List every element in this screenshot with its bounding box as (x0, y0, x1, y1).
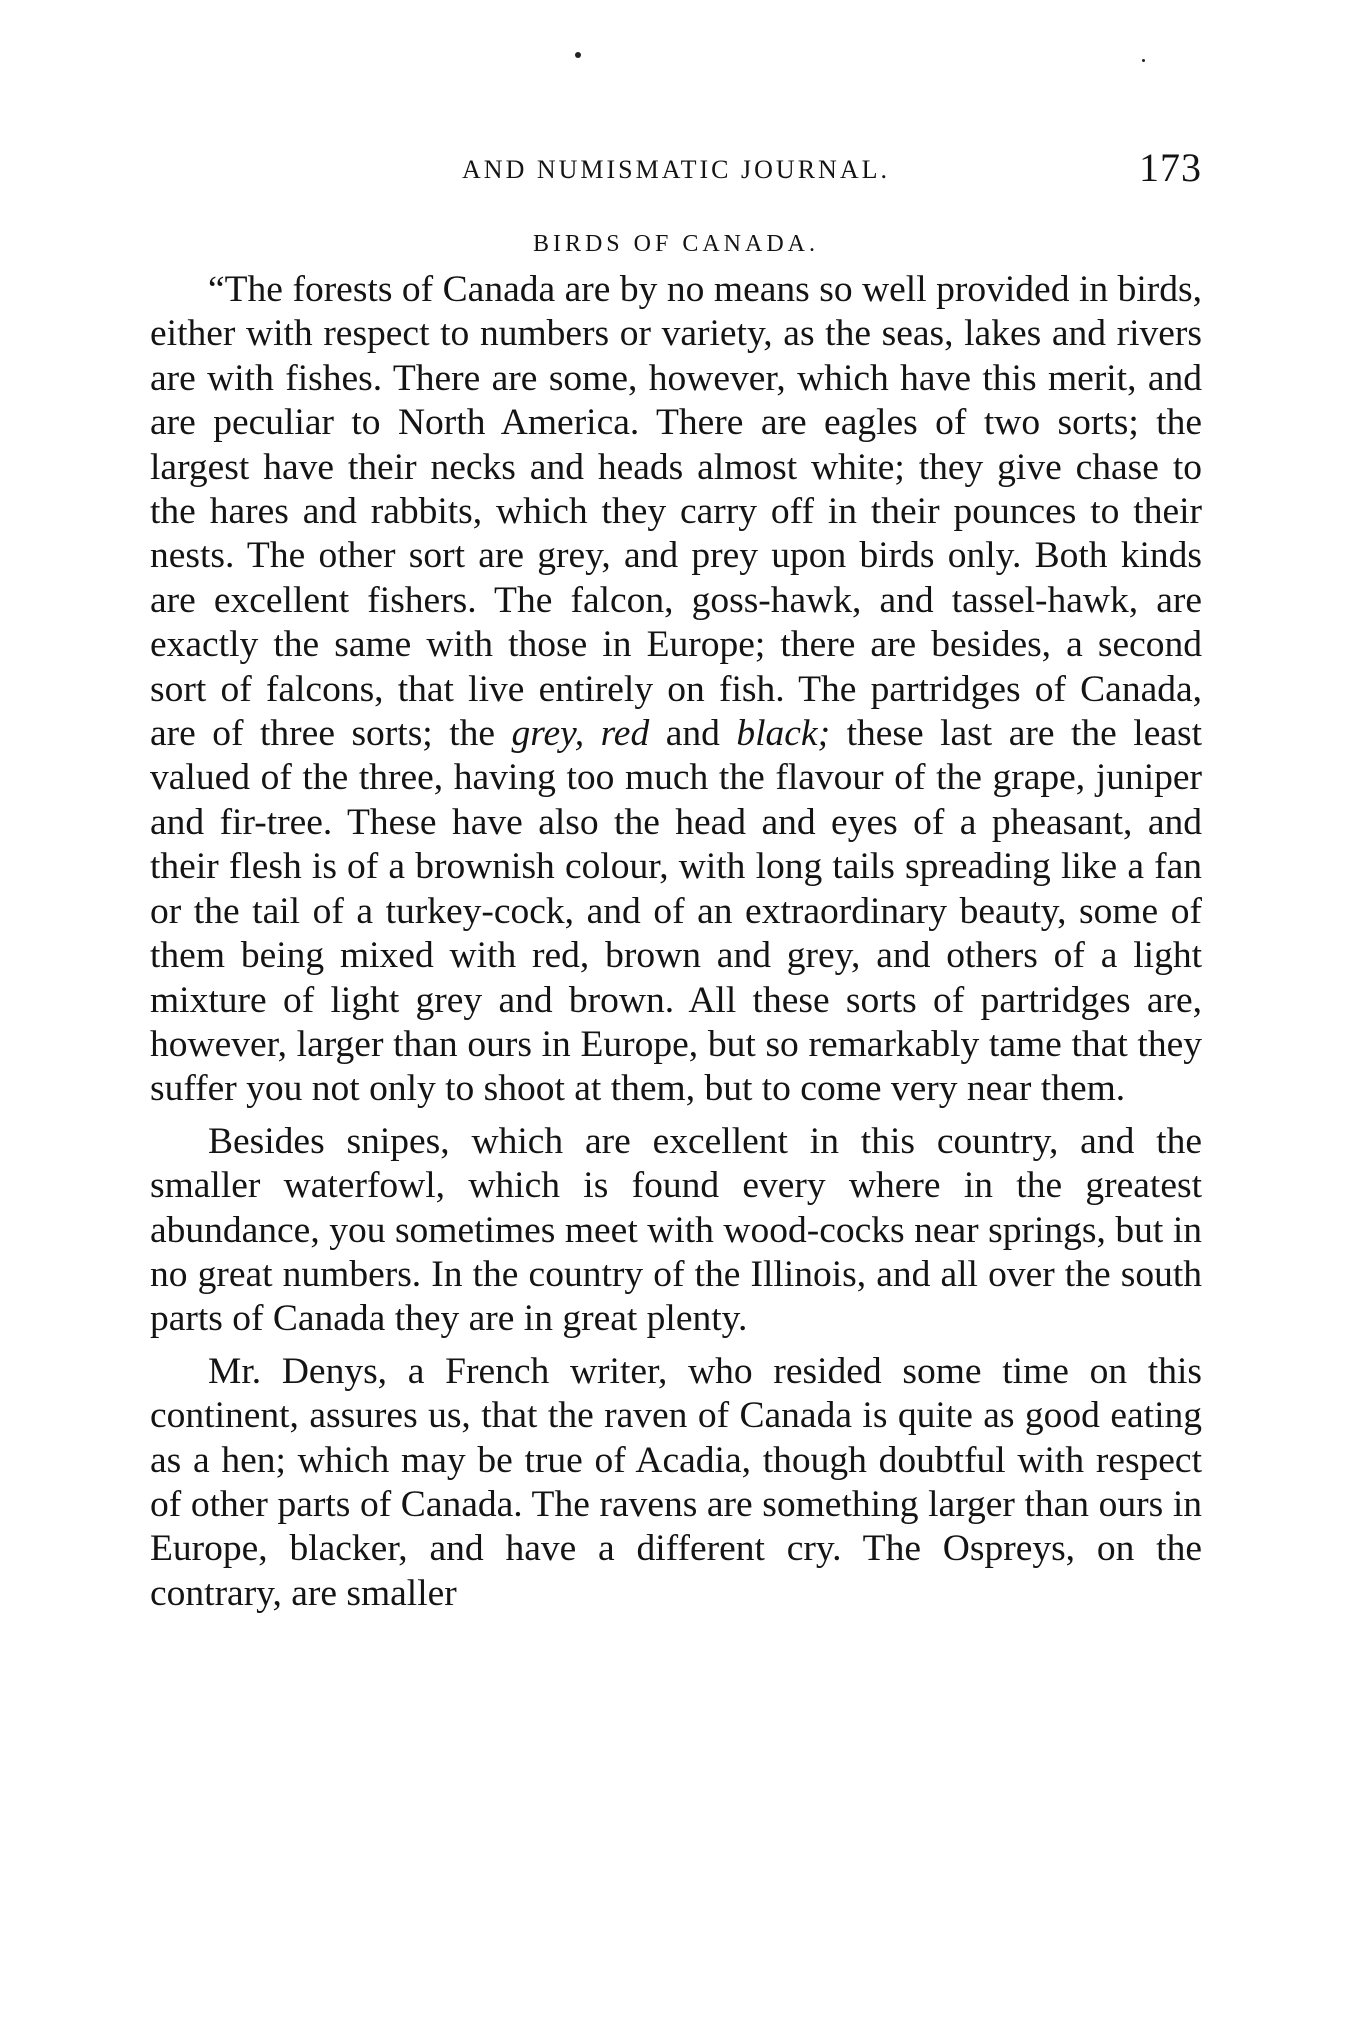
print-speck (575, 52, 581, 58)
journal-title: AND NUMISMATIC JOURNAL. (462, 155, 890, 184)
page-number: 173 (1139, 145, 1202, 190)
text-segment: “The forests of Canada are by no means so well provided in birds, either with respect to numbers or variety, as the seas, lakes and rivers are with fishes. There are some, however, which have this merit, and are peculiar to North America. There are eagles of two sorts; the largest have their necks and heads almost white; they give chase to the hares and rabbits, which they carry off in their pounces to their nests. The other sort are grey, and prey upon birds only. Both kinds are excellent fishers. The falcon, goss-hawk, and tassel-hawk, are exactly the same with those in Europe; there are besides, a second sort of falcons, that live entirely on fish. The partridges of Canada, are of three sorts; the (150, 269, 1202, 755)
text-segment: Besides snipes, which are excellent in this country, and the smaller waterfowl, which is found every where in the greatest abundance, you sometimes meet with wood-cocks near springs, but in no great numbers. In the country of the Illinois, and all over the south parts of Canada they are in great plenty. (150, 1120, 1202, 1340)
paragraph (150, 1120, 1202, 1342)
text-segment: these last are the least valued of the three, having too much the flavour of the grape, juniper and fir-tree. These have also the head and eyes of a pheasant, and their flesh is of a brownish colour, with long tails spreading like a fan or the tail of a turkey-cock, and of an extraordinary beauty, some of them being mixed with red, brown and grey, and others of a light mixture of light grey and brown. All these sorts of partridges are, however, larger than ours in Europe, but so remarkably tame that they suffer you not only to shoot at them, but to come very near them. (150, 713, 1202, 1110)
running-head (150, 146, 1202, 194)
text-segment: Mr. Denys, a French writer, who resided some time on this continent, assures us, that the raven of Canada is quite as good eating as a hen; which may be true of Acadia, though doubtful with respect of other parts of Canada. The ravens are something larger than ours in Europe, blacker, and have a different cry. The Ospreys, on the contrary, are smaller (150, 1350, 1202, 1614)
text-segment: and (649, 713, 737, 755)
paragraph (150, 1350, 1202, 1616)
print-speck (1142, 59, 1145, 62)
italic-text-segment: grey, red (511, 713, 650, 755)
article-title: BIRDS OF CANADA. (532, 231, 820, 257)
italic-text-segment: black; (736, 713, 831, 755)
paragraph (150, 268, 1202, 1112)
article-body (150, 268, 1202, 1616)
